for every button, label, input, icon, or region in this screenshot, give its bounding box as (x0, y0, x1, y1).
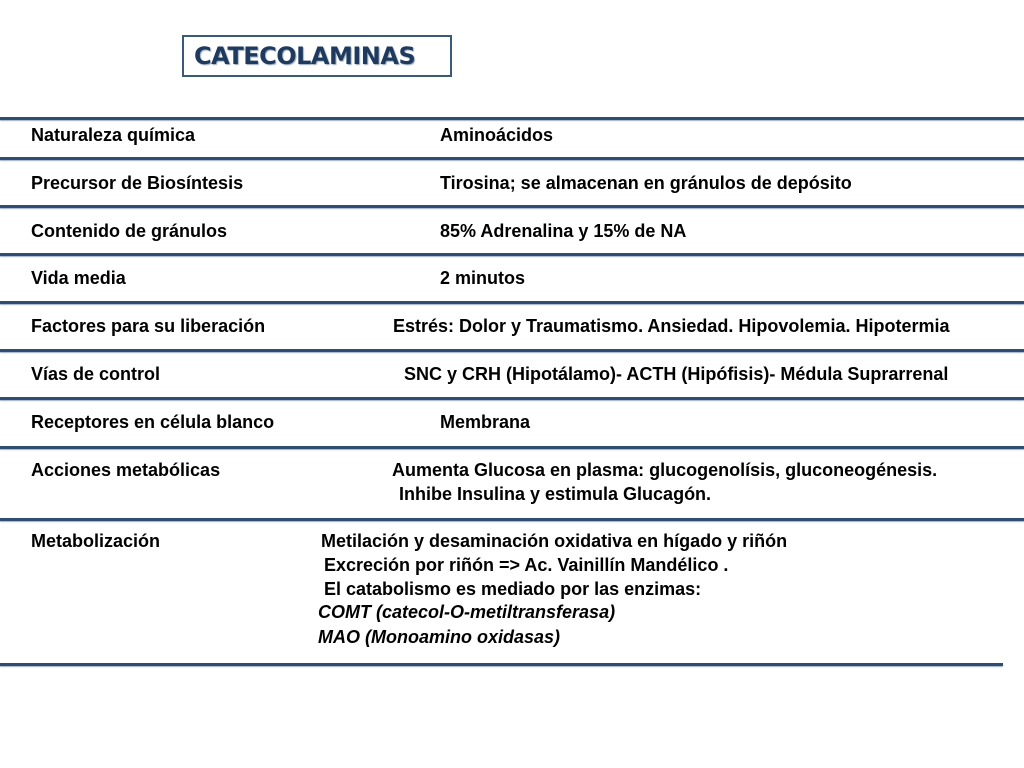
row-value: COMT (catecol-O-metiltransferasa) (318, 602, 616, 622)
table-rule (0, 253, 1024, 256)
row-label: Vías de control (31, 364, 161, 384)
table-rule (0, 205, 1024, 208)
table-rule (0, 397, 1024, 400)
row-label: Precursor de Biosíntesis (31, 173, 244, 193)
row-label: Contenido de gránulos (31, 221, 227, 241)
row-label: Acciones metabólicas (31, 460, 221, 480)
row-value: MAO (Monoamino oxidasas) (318, 627, 561, 647)
row-value: Excreción por riñón => Ac. Vainillín Mandélico . (324, 555, 729, 575)
row-value: 85% Adrenalina y 15% de NA (440, 221, 687, 241)
row-value: El catabolismo es mediado por las enzimas: (324, 579, 702, 599)
row-value: Tirosina; se almacenan en gránulos de depósito (440, 173, 852, 193)
row-value: Inhibe Insulina y estimula Glucagón. (399, 484, 712, 504)
table-rule (0, 663, 1003, 666)
row-value: Aminoácidos (440, 125, 554, 145)
page-title: CATECOLAMINAS (194, 42, 416, 70)
row-value: 2 minutos (440, 268, 526, 288)
row-label: Naturaleza química (31, 125, 196, 145)
row-value: SNC y CRH (Hipotálamo)- ACTH (Hipófisis)- Médula Suprarrenal (404, 364, 949, 384)
table-rule (0, 349, 1024, 352)
row-value: Aumenta Glucosa en plasma: glucogenolísis, gluconeogénesis. (392, 460, 938, 480)
table-rule (0, 301, 1024, 304)
row-value: Membrana (440, 412, 531, 432)
table-rule (0, 117, 1024, 120)
table-rule (0, 157, 1024, 160)
row-label: Receptores en célula blanco (31, 412, 275, 432)
row-label: Metabolización (31, 531, 161, 551)
title-box (182, 35, 452, 77)
row-value: Metilación y desaminación oxidativa en hígado y riñón (321, 531, 788, 551)
row-label: Factores para su liberación (31, 316, 266, 336)
row-value: Estrés: Dolor y Traumatismo. Ansiedad. Hipovolemia. Hipotermia (393, 316, 950, 336)
table-rule (0, 518, 1024, 521)
row-label: Vida media (31, 268, 126, 288)
table-rule (0, 446, 1024, 449)
